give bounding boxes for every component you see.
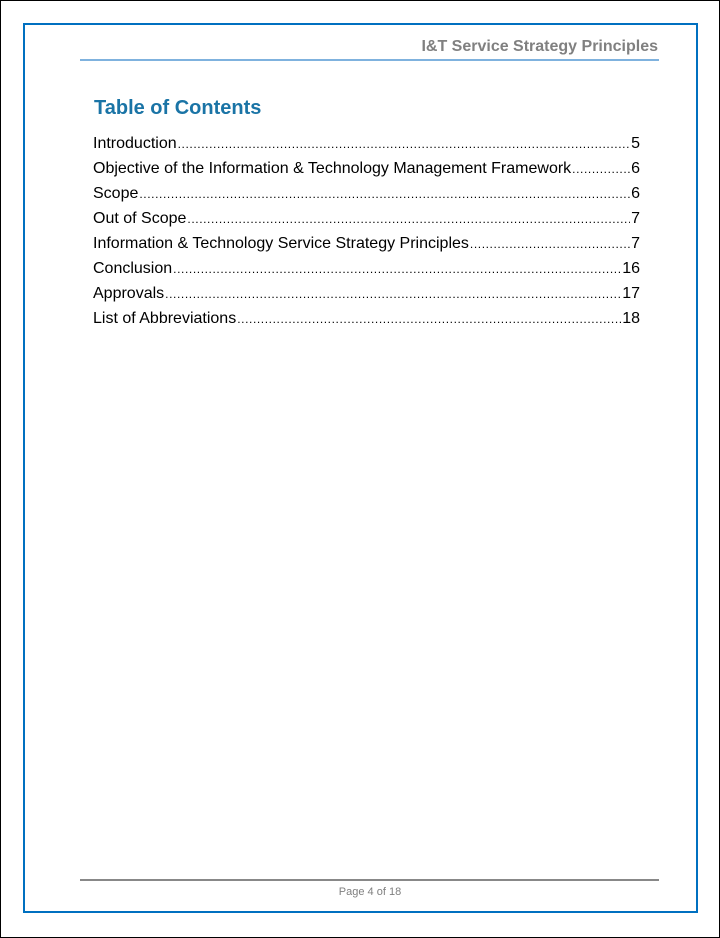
footer-divider (80, 879, 659, 881)
toc-dot-leader (139, 182, 630, 207)
toc-entry-strategy-principles[interactable] (93, 231, 640, 256)
running-header-title: I&T Service Strategy Principles (421, 38, 658, 55)
toc-dot-leader (178, 132, 630, 157)
toc-dot-leader (237, 307, 621, 332)
toc-entry-approvals[interactable] (93, 281, 640, 306)
toc-entry-out-of-scope[interactable] (93, 206, 640, 231)
toc-list (93, 131, 640, 331)
toc-entry-page: 17 (622, 285, 640, 302)
toc-dot-leader (470, 232, 630, 257)
toc-entry-page: 18 (622, 310, 640, 327)
toc-entry-page: 16 (622, 260, 640, 277)
toc-entry-page: 5 (631, 135, 640, 152)
toc-entry-abbreviations[interactable] (93, 306, 640, 331)
toc-entry-objective[interactable] (93, 156, 640, 181)
toc-dot-leader (165, 282, 621, 307)
toc-entry-page: 7 (631, 235, 640, 252)
toc-entry-title: Scope (93, 185, 139, 202)
toc-entry-title: Conclusion (93, 260, 173, 277)
toc-entry-title: Introduction (93, 135, 177, 152)
toc-entry-title: List of Abbreviations (93, 310, 237, 327)
toc-heading: Table of Contents (94, 97, 262, 119)
header-divider (80, 59, 659, 61)
toc-entry-title: Approvals (93, 285, 165, 302)
toc-entry-scope[interactable] (93, 181, 640, 206)
toc-dot-leader (572, 157, 630, 182)
toc-dot-leader (187, 207, 630, 232)
toc-entry-title: Information & Technology Service Strategy Principles (93, 235, 469, 252)
page-number: Page 4 of 18 (338, 886, 402, 898)
toc-entry-page: 6 (631, 160, 640, 177)
toc-entry-introduction[interactable] (93, 131, 640, 156)
toc-entry-title: Objective of the Information & Technology Management Framework (93, 160, 572, 177)
toc-entry-page: 7 (631, 210, 640, 227)
toc-dot-leader (173, 257, 621, 282)
toc-entry-title: Out of Scope (93, 210, 187, 227)
toc-entry-page: 6 (631, 185, 640, 202)
toc-entry-conclusion[interactable] (93, 256, 640, 281)
